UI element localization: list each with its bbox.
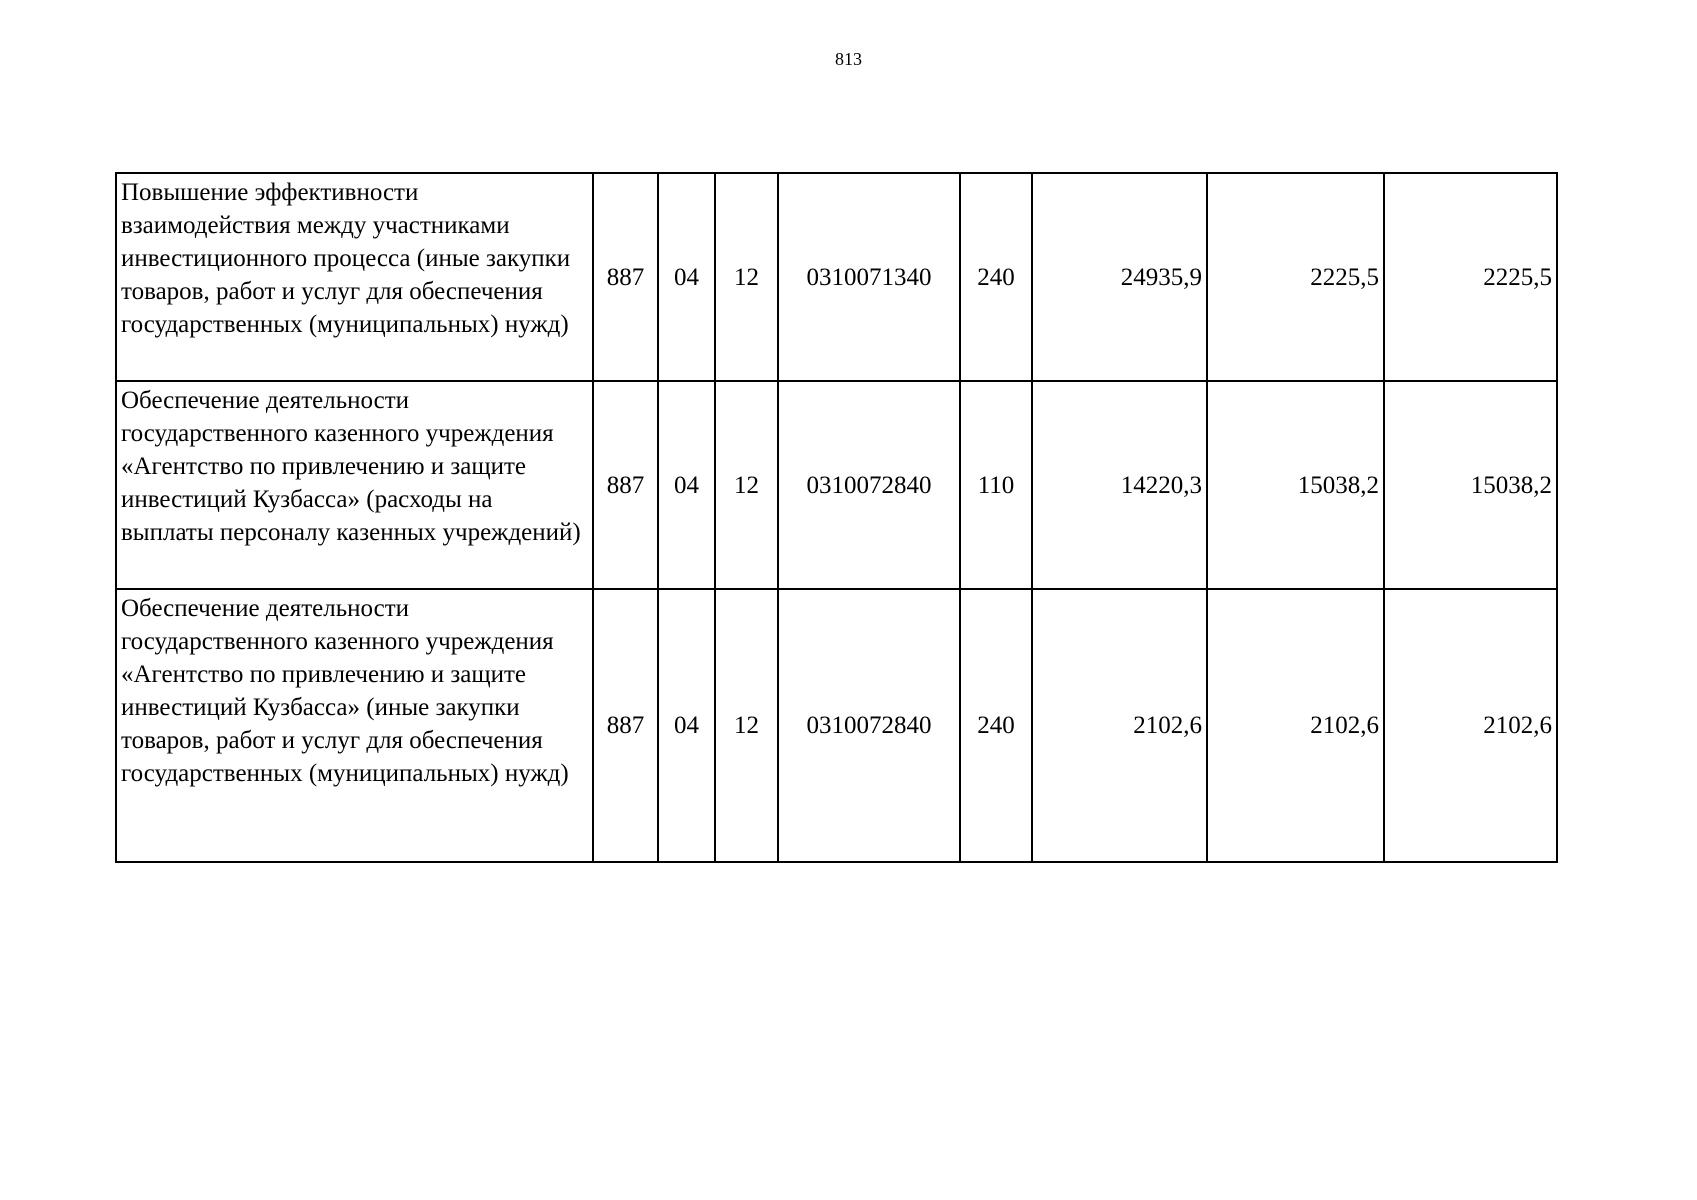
expense-name-cell: Обеспечение деятельности государственного казенного учреждения «Агентство по привлечению и защите инвестиций Кузбасса» (иные закупки товаров, работ и услуг для обеспечения государственных (муниципальных) нужд)	[116, 589, 593, 862]
page-number: 813	[835, 49, 862, 69]
department-code-cell: 887	[593, 381, 658, 589]
section-code-cell: 04	[658, 173, 715, 381]
subsection-code-cell: 12	[715, 589, 778, 862]
expense-type-cell: 110	[960, 381, 1032, 589]
subsection-code-cell: 12	[715, 381, 778, 589]
table-row	[116, 589, 1557, 862]
table-row	[116, 173, 1557, 381]
amount-1-cell: 24935,9	[1032, 173, 1207, 381]
target-article-cell: 0310071340	[778, 173, 960, 381]
amount-1-cell: 2102,6	[1032, 589, 1207, 862]
amount-2-cell: 2102,6	[1207, 589, 1384, 862]
amount-1-cell: 14220,3	[1032, 381, 1207, 589]
department-code-cell: 887	[593, 589, 658, 862]
amount-2-cell: 15038,2	[1207, 381, 1384, 589]
department-code-cell: 887	[593, 173, 658, 381]
amount-3-cell: 2102,6	[1384, 589, 1557, 862]
section-code-cell: 04	[658, 589, 715, 862]
target-article-cell: 0310072840	[778, 589, 960, 862]
table-row	[116, 381, 1557, 589]
amount-2-cell: 2225,5	[1207, 173, 1384, 381]
expense-name-cell: Обеспечение деятельности государственного казенного учреждения «Агентство по привлечению и защите инвестиций Кузбасса» (расходы на выплаты персоналу казенных учреждений)	[116, 381, 593, 589]
expense-type-cell: 240	[960, 589, 1032, 862]
amount-3-cell: 15038,2	[1384, 381, 1557, 589]
subsection-code-cell: 12	[715, 173, 778, 381]
target-article-cell: 0310072840	[778, 381, 960, 589]
expense-type-cell: 240	[960, 173, 1032, 381]
section-code-cell: 04	[658, 381, 715, 589]
budget-table	[115, 172, 1558, 863]
amount-3-cell: 2225,5	[1384, 173, 1557, 381]
expense-name-cell: Повышение эффективности взаимодействия между участниками инвестиционного процесса (иные закупки товаров, работ и услуг для обеспечения государственных (муниципальных) нужд)	[116, 173, 593, 381]
